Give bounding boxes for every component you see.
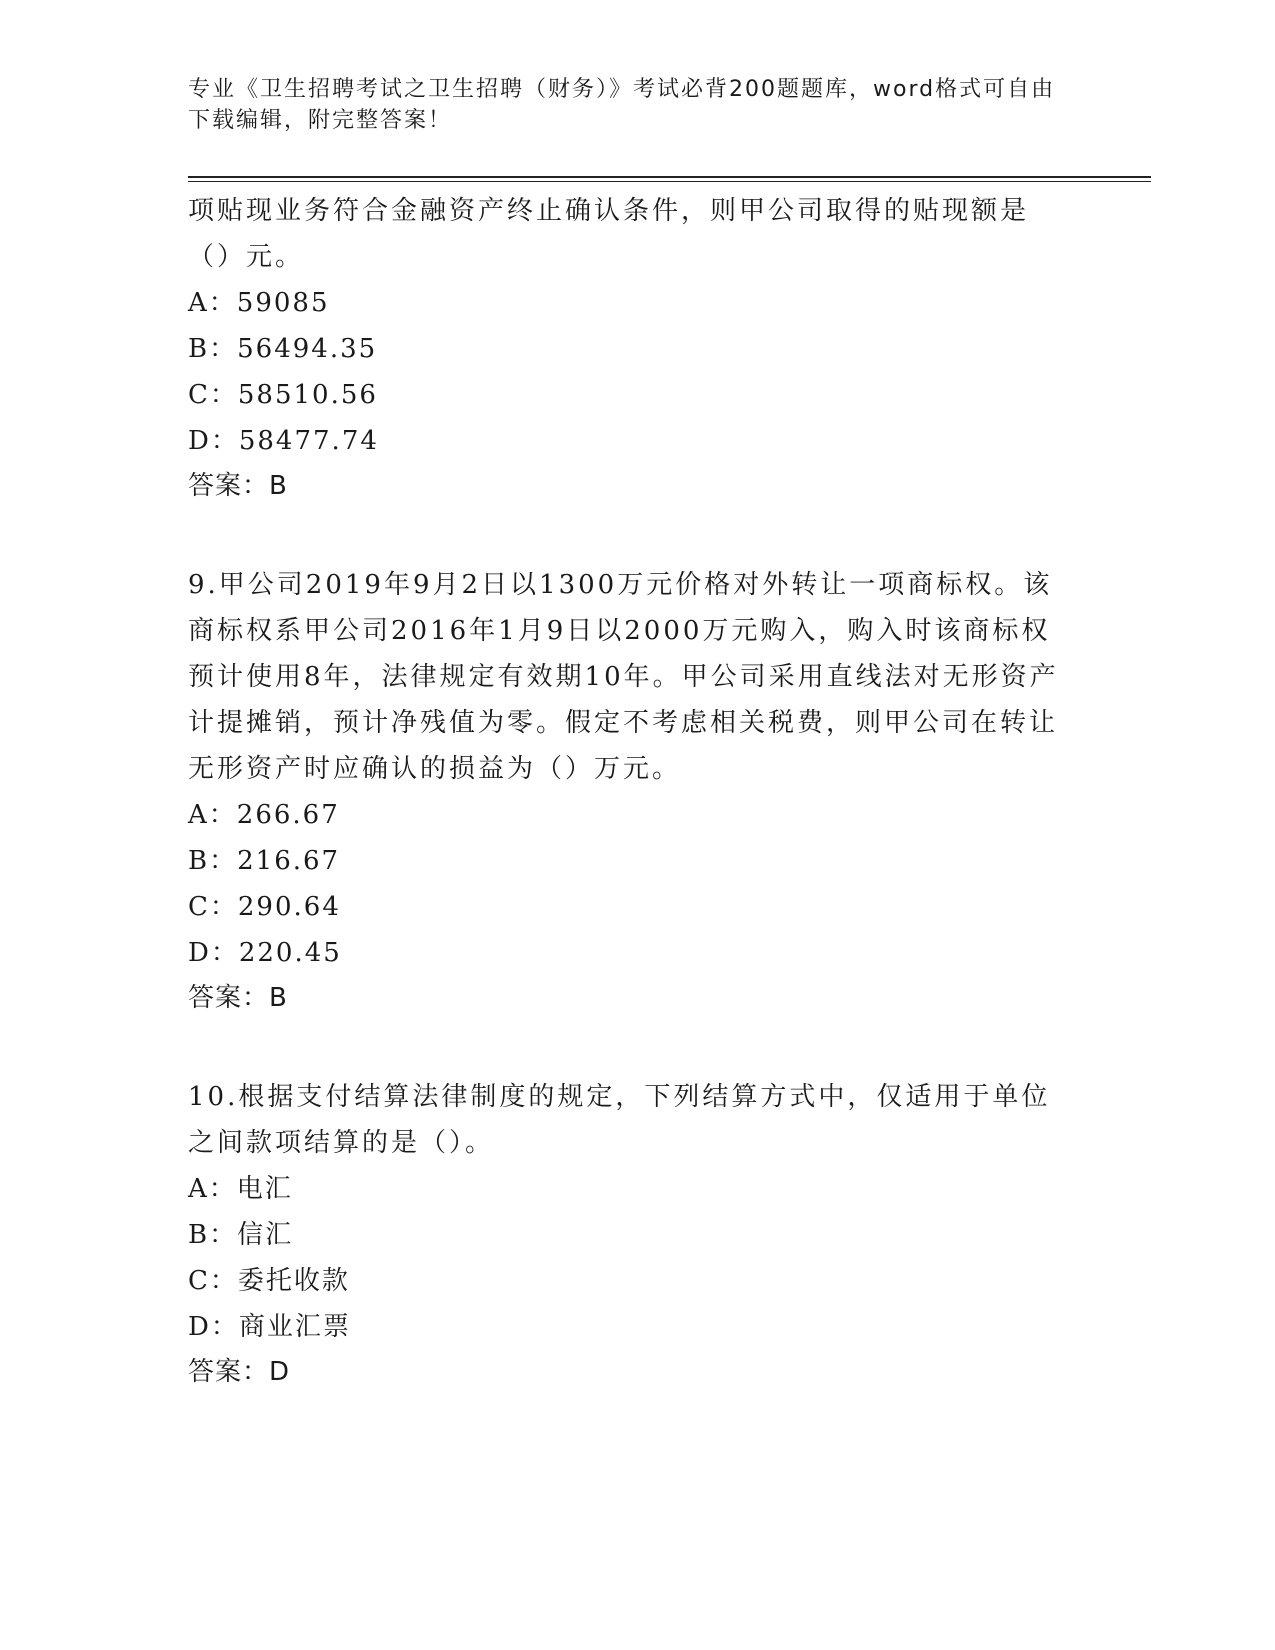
option-b: B：信汇: [188, 1220, 294, 1250]
header-divider-thin: [188, 181, 1151, 182]
question-list: [188, 188, 1068, 1448]
answer-label: 答案：B: [188, 471, 288, 501]
question-text: 9.甲公司2019年9月2日以1300万元价格对外转让一项商标权。该商标权系甲公司2016年1月9日以2000万元购入，购入时该商标权预计使用8年，法律规定有效期10年。甲公司采用直线法对无形资产计提摊销，预计净残值为零。假定不考虑相关税费，则甲公司在转让无形资产时应确认的损益为（）万元。: [188, 570, 1059, 784]
option-c: C：290.64: [188, 892, 341, 922]
question-8: [188, 188, 1068, 508]
question-text: 10.根据支付结算法律制度的规定，下列结算方式中，仅适用于单位之间款项结算的是（）。: [188, 1082, 1051, 1158]
option-a: A：266.67: [188, 800, 340, 830]
question-text: 项贴现业务符合金融资产终止确认条件，则甲公司取得的贴现额是（）元。: [188, 196, 1030, 272]
header-divider-thick: [188, 176, 1151, 178]
option-c: C：委托收款: [188, 1266, 350, 1296]
option-d: D：58477.74: [188, 426, 379, 456]
question-9: [188, 562, 1068, 1020]
option-b: B：56494.35: [188, 334, 378, 364]
answer-label: 答案：B: [188, 983, 288, 1013]
option-c: C：58510.56: [188, 380, 378, 410]
option-d: D：220.45: [188, 938, 342, 968]
option-d: D：商业汇票: [188, 1312, 351, 1342]
document-header: 专业《卫生招聘考试之卫生招聘（财务）》考试必背200题题库，word格式可自由下载编辑，附完整答案！: [188, 77, 1056, 133]
question-10: [188, 1074, 1068, 1394]
option-a: A：电汇: [188, 1174, 293, 1204]
answer-label: 答案：D: [188, 1357, 291, 1387]
option-a: A：59085: [188, 288, 330, 318]
option-b: B：216.67: [188, 846, 341, 876]
